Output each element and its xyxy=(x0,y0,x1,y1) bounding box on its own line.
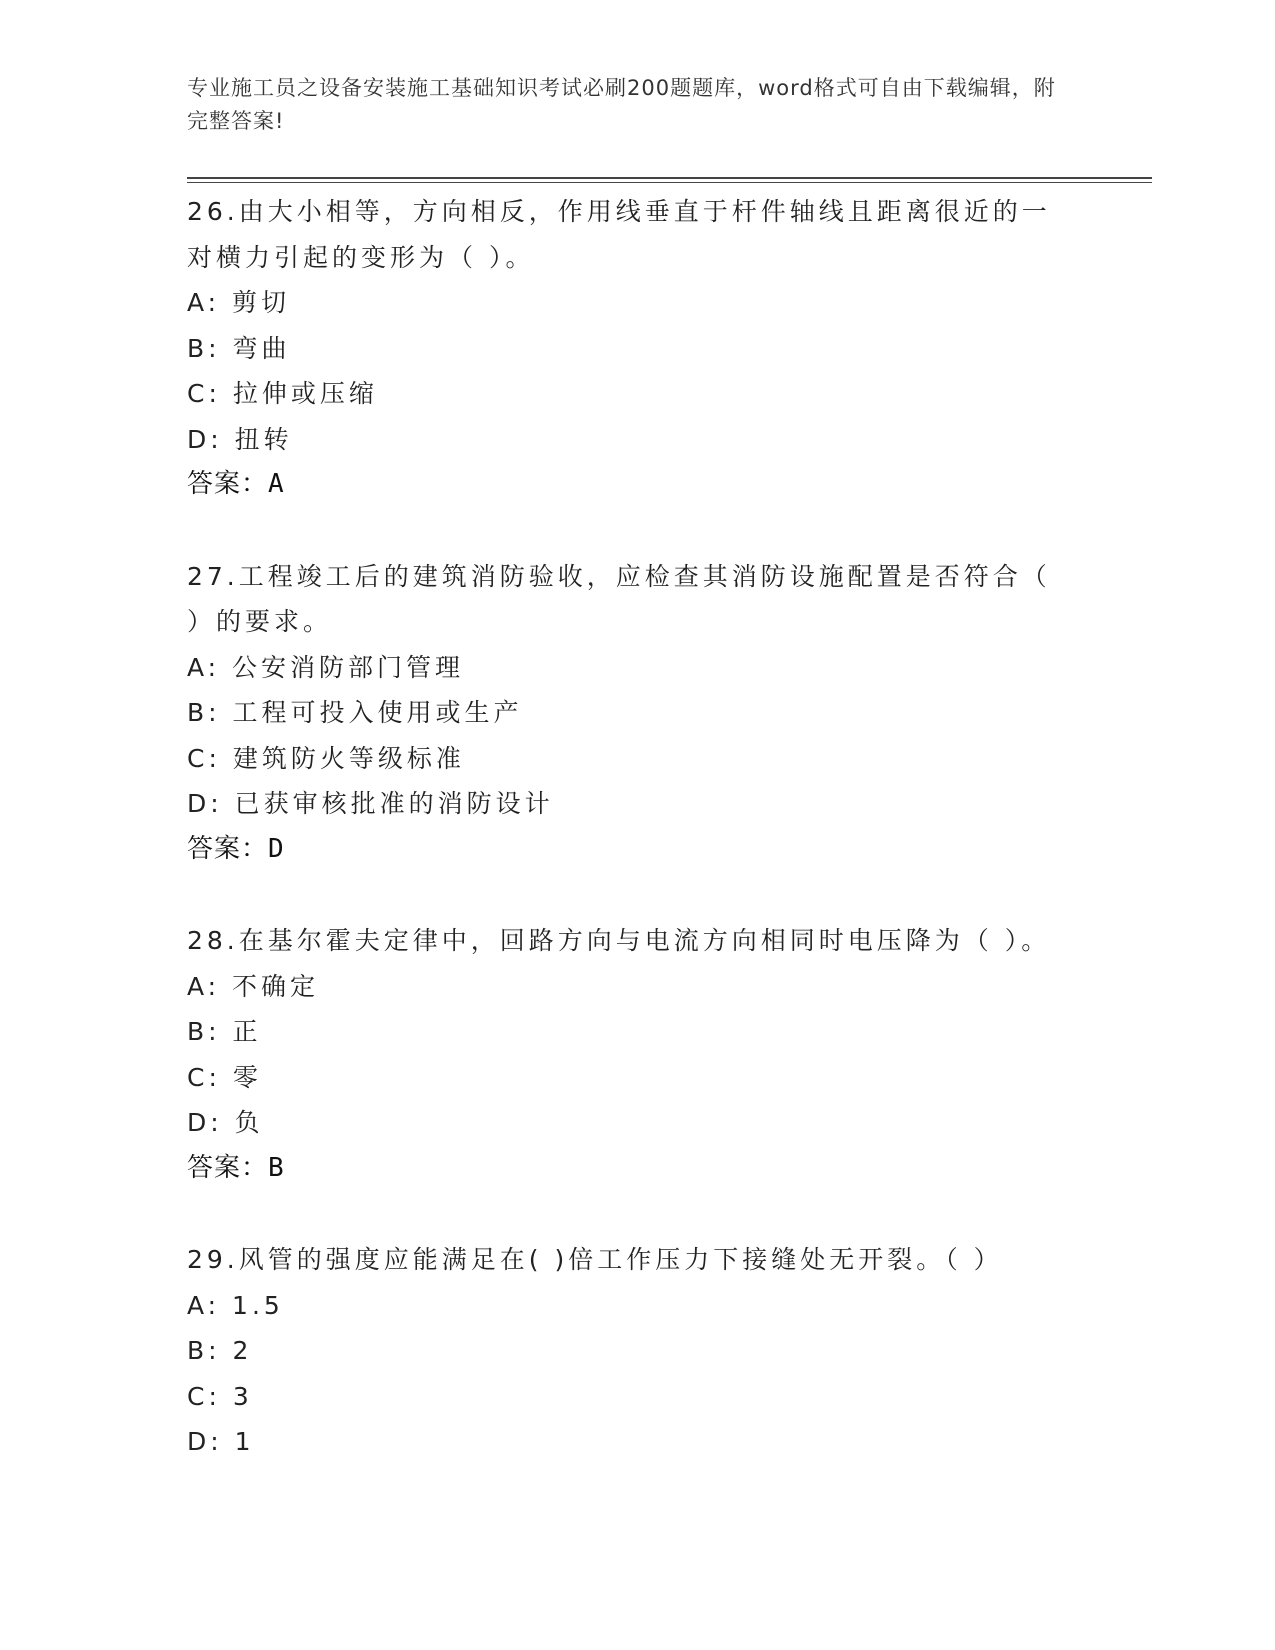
option-c: C: 3 xyxy=(187,1381,253,1411)
answer-value: A xyxy=(268,469,285,499)
answer-label: 答案： xyxy=(187,469,269,499)
option-a: A: 剪切 xyxy=(187,288,291,317)
option-b: B: 工程可投入使用或生产 xyxy=(187,698,523,727)
option-b: B: 2 xyxy=(187,1336,253,1365)
question-27 xyxy=(187,554,1087,873)
option-a: A: 不确定 xyxy=(187,971,320,1001)
question-29 xyxy=(187,1237,1087,1465)
option-a: A: 公安消防部门管理 xyxy=(187,652,465,682)
answer-value: D xyxy=(268,833,285,864)
question-text: 28.在基尔霍夫定律中，回路方向与电流方向相同时电压降为（ ）。 xyxy=(187,926,1051,955)
option-c: C: 建筑防火等级标准 xyxy=(187,743,465,773)
option-d: D: 负 xyxy=(187,1108,264,1137)
header-divider-thin xyxy=(187,182,1152,183)
option-b: B: 正 xyxy=(187,1017,262,1046)
document-title: 专业施工员之设备安装施工基础知识考试必刷200题题库，word格式可自由下载编辑，附完整答案! xyxy=(187,76,1056,133)
option-d: D: 1 xyxy=(187,1427,255,1456)
question-text: 27.工程竣工后的建筑消防验收，应检查其消防设施配置是否符合（ ）的要求。 xyxy=(187,561,1051,636)
question-text: 26.由大小相等，方向相反，作用线垂直于杆件轴线且距离很近的一对横力引起的变形为（ ）。 xyxy=(187,197,1051,272)
answer-line xyxy=(187,462,1087,508)
answer-value: B xyxy=(268,1152,285,1183)
answer-label: 答案： xyxy=(187,1152,269,1183)
option-d: D: 已获审核批准的消防设计 xyxy=(187,789,554,818)
option-b: B: 弯曲 xyxy=(187,333,291,363)
question-list xyxy=(187,189,1087,1511)
question-28 xyxy=(187,918,1087,1191)
option-a: A: 1.5 xyxy=(187,1290,284,1320)
answer-label: 答案： xyxy=(187,833,269,864)
answer-line xyxy=(187,1146,1087,1192)
header-divider xyxy=(187,177,1152,179)
question-26 xyxy=(187,189,1087,508)
question-text: 29.风管的强度应能满足在( )倍工作压力下接缝处无开裂。（ ） xyxy=(187,1245,1003,1274)
option-c: C: 拉伸或压缩 xyxy=(187,379,378,408)
answer-line xyxy=(187,827,1087,873)
option-d: D: 扭转 xyxy=(187,424,293,454)
option-c: C: 零 xyxy=(187,1062,262,1092)
